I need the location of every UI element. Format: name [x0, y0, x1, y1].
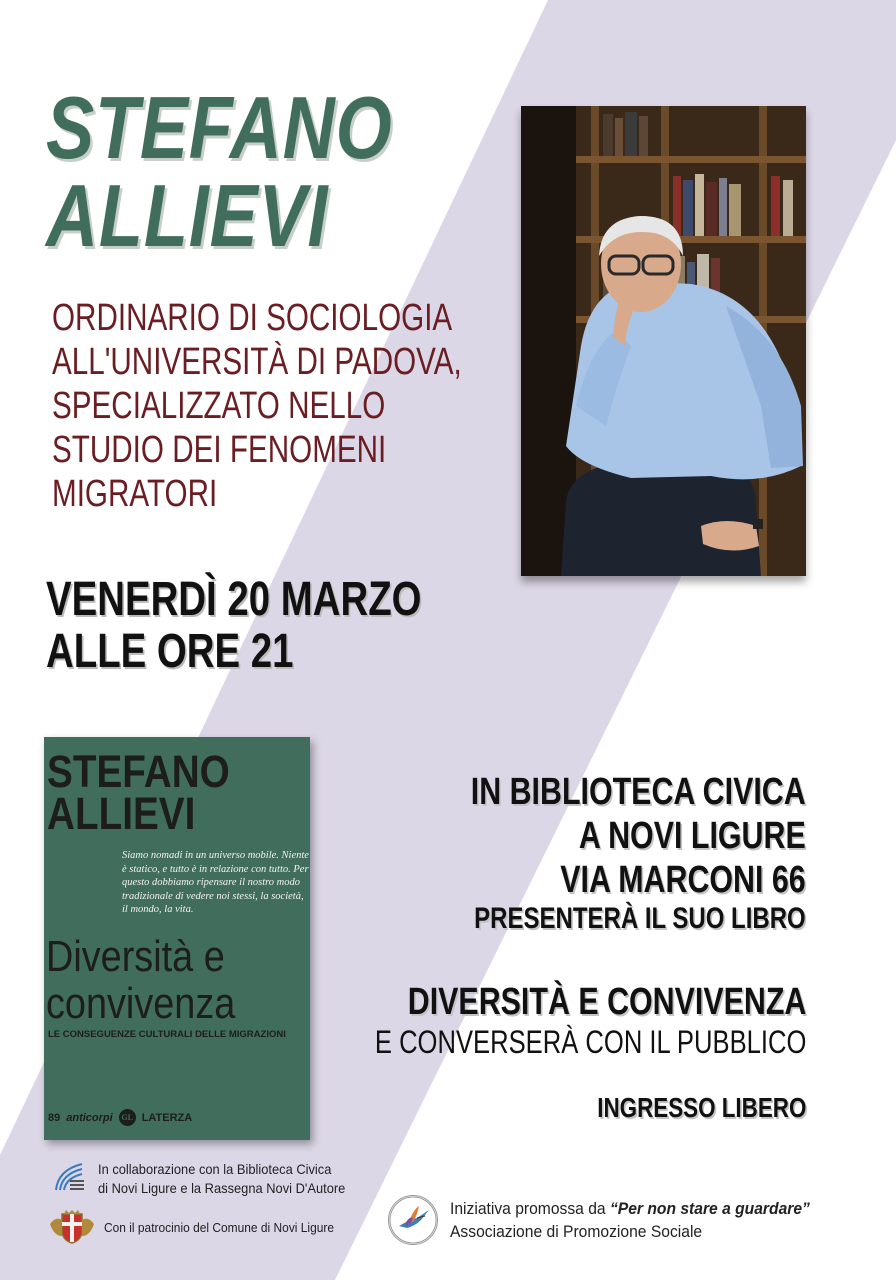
entry-info: INGRESSO LIBERO [596, 1092, 806, 1123]
hummingbird-logo-icon [388, 1195, 438, 1245]
speaker-first-name: STEFANO [46, 78, 393, 177]
promoter-org: “Per non stare a guardare” [609, 1199, 810, 1218]
collaboration-text [98, 1160, 345, 1198]
book-subtitle: LE CONSEGUENZE CULTURALI DELLE MIGRAZIONI [48, 1029, 286, 1040]
promoter-type: Associazione di Promozione Sociale [450, 1222, 703, 1241]
library-logo-icon [52, 1160, 88, 1196]
book-series: anticorpi [66, 1111, 113, 1124]
book-mention-title: DIVERSITÀ E CONVIVENZA [407, 981, 806, 1023]
presents-line: PRESENTERÀ IL SUO LIBRO [474, 902, 806, 935]
role-line: ALL'UNIVERSITÀ DI PADOVA, [52, 341, 462, 383]
venue-address: VIA MARCONI 66 [560, 859, 806, 901]
venue-line: A NOVI LIGURE [579, 815, 806, 857]
venue-info [387, 770, 806, 936]
promoter-line [450, 1197, 810, 1220]
publisher-logo-icon: GL [119, 1109, 136, 1126]
book-cover [44, 737, 310, 1140]
promoter-prefix: Iniziativa promossa da [450, 1199, 610, 1218]
role-line: MIGRATORI [52, 473, 218, 515]
patronage-note [48, 1210, 354, 1244]
book-title [46, 933, 235, 1027]
book-blurb: Siamo nomadi in un universo mobile. Niente è statico, e tutto è in relazione con tutto. Per questo dobbiamo ripensare il nostro modo tradizionale di vedere noi stessi, la società, il mondo, la vita. [122, 850, 309, 915]
speaker-role [52, 296, 462, 516]
promoter-text [450, 1197, 810, 1243]
speaker-name [46, 78, 393, 265]
book-publisher: LATERZA [141, 1111, 193, 1124]
coat-of-arms-icon [48, 1210, 96, 1244]
event-day: VENERDÌ 20 MARZO [46, 573, 422, 626]
conversation-line: E CONVERSERÀ CON IL PUBBLICO [374, 1024, 806, 1060]
role-line: ORDINARIO DI SOCIOLOGIA [52, 297, 453, 339]
book-title-line: convivenza [46, 979, 236, 1028]
collaboration-note [52, 1160, 367, 1198]
collab-line: In collaborazione con la Biblioteca Civica [98, 1161, 332, 1177]
event-date [46, 574, 422, 678]
book-author-line: ALLIEVI [47, 788, 196, 839]
speaker-last-name: ALLIEVI [46, 166, 329, 265]
collab-line: di Novi Ligure e la Rassegna Novi D'Autore [98, 1180, 346, 1196]
event-time: ALLE ORE 21 [46, 625, 294, 678]
book-title-line: Diversità e [46, 932, 225, 981]
book-mention [267, 980, 806, 1060]
book-author-line: STEFANO [47, 746, 230, 797]
promoter-note [388, 1195, 841, 1245]
book-series-number: 89 [48, 1111, 61, 1124]
role-line: SPECIALIZZATO NELLO [52, 385, 386, 427]
patronage-text: Con il patrocinio del Comune di Novi Ligure [104, 1219, 335, 1235]
book-footer [48, 1109, 192, 1126]
speaker-photo [521, 106, 806, 576]
book-author [47, 746, 230, 839]
role-line: STUDIO DEI FENOMENI [52, 429, 387, 471]
venue-line: IN BIBLIOTECA CIVICA [471, 771, 806, 813]
